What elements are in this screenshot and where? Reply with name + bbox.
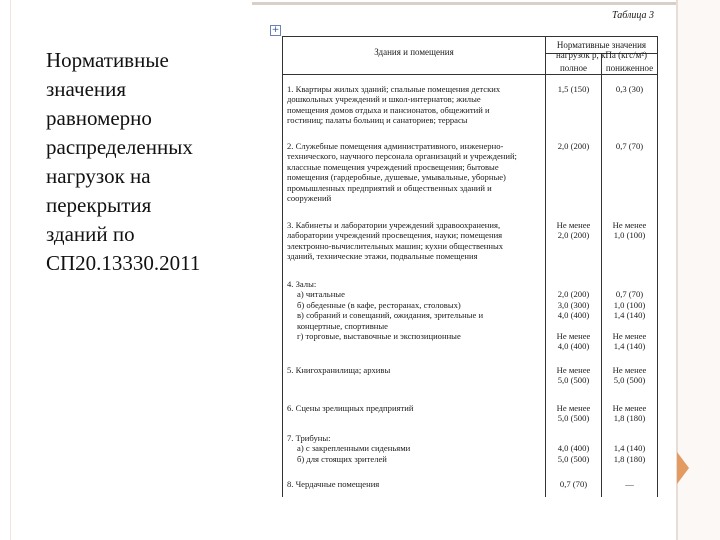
value-line: Не менее (612, 365, 647, 375)
row-line: 8. Чердачные помещения (287, 479, 380, 489)
table-move-handle-icon[interactable]: + (271, 25, 280, 35)
value-reduced (602, 403, 657, 424)
heading-line: СП20.13330.2011 (46, 251, 201, 275)
value-reduced (602, 220, 657, 241)
row-description (287, 403, 543, 413)
row-line: 6. Сцены зрелищных предприятий (287, 403, 414, 413)
value-line (602, 433, 657, 443)
row-line: зданий, технические этажи, подвальные помещения (287, 251, 478, 262)
value-full (546, 220, 601, 241)
value-line: 4,0 (400) (557, 341, 590, 352)
value-line: Не менее (556, 403, 591, 413)
row-line: помещения домов отдыха и пансионатов, общежитий и (287, 104, 490, 115)
value-line: 1,0 (100) (613, 230, 646, 241)
heading-line: перекрытия (46, 193, 152, 217)
row-description (287, 220, 543, 262)
row-description (287, 84, 543, 126)
value-reduced (602, 141, 657, 151)
value-full (546, 84, 601, 94)
value-full (546, 365, 601, 386)
value-line (602, 321, 657, 331)
row-description (287, 433, 543, 464)
heading-line: нагрузок на (46, 164, 151, 188)
value-line: 1,4 (140) (613, 443, 646, 454)
row-description (287, 365, 543, 375)
row-line: 2. Служебные помещения административного, инженерно- (287, 141, 504, 151)
loads-table (282, 36, 658, 497)
header-norm (546, 40, 657, 60)
heading-line: равномерно (46, 106, 152, 130)
value-line: 1,8 (180) (613, 453, 646, 464)
value-line: 5,0 (500) (613, 375, 646, 386)
value-reduced (602, 365, 657, 386)
value-reduced (602, 479, 657, 489)
row-line: г) торговые, выставочные и экспозиционные (297, 331, 461, 342)
value-line: Не менее (612, 331, 647, 342)
value-line: Не менее (556, 220, 591, 230)
row-line: а) читальные (297, 289, 345, 300)
row-line: 5. Книгохранилища; архивы (287, 365, 391, 375)
heading-line: зданий по (46, 222, 135, 246)
value-line: 0,3 (30) (615, 84, 644, 94)
row-line: концертные, спортивные (297, 320, 388, 331)
row-line: классные помещения учреждений просвещения; бытовые (287, 161, 499, 172)
value-full (546, 141, 601, 151)
row-line: а) с закрепленными сиденьями (297, 443, 411, 454)
row-line: сооружений (287, 193, 332, 204)
value-line: 4,0 (400) (557, 310, 590, 321)
value-line: 1,4 (140) (613, 341, 646, 352)
table-divider (601, 53, 602, 497)
row-line: б) обеденные (в кафе, ресторанах, столовых) (297, 299, 461, 310)
row-line: промышленных предприятий и общественных зданий и (287, 182, 492, 193)
value-line: 1,0 (100) (613, 299, 646, 310)
scanned-table-image (282, 0, 658, 500)
row-line: 4. Залы: (287, 279, 317, 289)
value-line: 5,0 (500) (557, 413, 590, 424)
row-line: электронно-вычислительных машин; кухни общественных (287, 240, 504, 251)
slide-heading (46, 46, 246, 278)
value-full (546, 433, 601, 464)
header-norm-line: нагрузок р, кПа (кгс/м²) (555, 50, 648, 60)
table-divider (545, 37, 546, 497)
value-line: 3,0 (300) (557, 299, 590, 310)
value-line (546, 321, 601, 331)
value-line (546, 433, 601, 443)
header-full: полное (559, 63, 588, 73)
header-norm-line: Нормативные значения (556, 40, 647, 50)
row-description (287, 141, 543, 203)
value-line: Не менее (612, 220, 647, 230)
value-line: 1,4 (140) (613, 310, 646, 321)
row-line: 3. Кабинеты и лаборатории учреждений здравоохранения, (287, 220, 501, 230)
next-slide-arrow-icon[interactable] (677, 452, 689, 484)
value-reduced (602, 433, 657, 464)
value-line: Не менее (556, 365, 591, 375)
table-divider (283, 74, 657, 75)
table-caption: Таблица 3 (612, 10, 654, 21)
value-line: 4,0 (400) (557, 443, 590, 454)
value-line: 0,7 (70) (615, 289, 644, 300)
value-line: 2,0 (200) (557, 141, 590, 151)
row-line: гостиниц; палаты больниц и санаториев; террасы (287, 115, 468, 126)
row-description (287, 479, 543, 489)
value-reduced (602, 84, 657, 94)
value-line: 2,0 (200) (557, 230, 590, 241)
slide-left-border (0, 0, 11, 540)
row-line: 1. Квартиры жилых зданий; спальные помещения детских (287, 84, 501, 94)
value-line: 1,8 (180) (613, 413, 646, 424)
value-reduced (602, 289, 657, 351)
row-line: помещения (гардеробные, душевые, умывальные, уборные) (287, 172, 506, 183)
value-full (546, 403, 601, 424)
value-line: Не менее (612, 403, 647, 413)
row-description (287, 279, 543, 341)
row-line: в) собраний и совещаний, ожидания, зрительные и (297, 310, 484, 321)
value-line: 0,7 (70) (615, 141, 644, 151)
row-line: дошкольных учреждений и школ-интернатов; жилые (287, 94, 481, 105)
header-building: Здания и помещения (374, 47, 454, 57)
value-line: — (625, 479, 634, 489)
value-line: Не менее (556, 331, 591, 342)
value-line: 0,7 (70) (559, 479, 588, 489)
value-line: 5,0 (500) (557, 375, 590, 386)
value-line: 2,0 (200) (557, 289, 590, 300)
row-line: лаборатории учреждений просвещения, науки; помещения (287, 230, 503, 241)
row-line: б) для стоящих зрителей (297, 453, 387, 464)
heading-line: значения (46, 77, 127, 101)
value-full (546, 479, 601, 489)
value-line: 1,5 (150) (557, 84, 590, 94)
heading-line: распределенных (46, 135, 193, 159)
row-line: 7. Трибуны: (287, 433, 331, 443)
value-full (546, 289, 601, 351)
header-reduced: пониженное (605, 63, 654, 73)
value-line: 5,0 (500) (557, 453, 590, 464)
heading-line: Нормативные (46, 48, 169, 72)
row-line: технического, научного персонала организаций и учреждений; (287, 151, 517, 162)
